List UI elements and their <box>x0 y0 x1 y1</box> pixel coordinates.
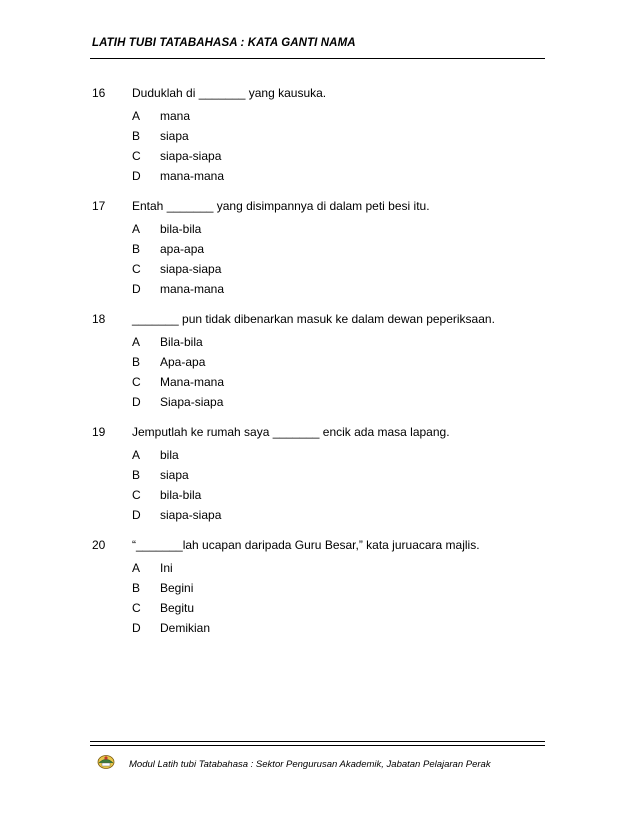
option-d <box>92 169 552 183</box>
option-letter: C <box>132 262 141 276</box>
option-letter: C <box>132 488 141 502</box>
option-text: siapa-siapa <box>160 508 222 522</box>
question-number: 19 <box>92 425 106 439</box>
option-d <box>92 282 552 296</box>
options-list <box>92 335 552 409</box>
option-letter: B <box>132 242 141 256</box>
page-header-title: LATIH TUBI TATABAHASA : KATA GANTI NAMA <box>92 37 356 49</box>
header-divider <box>90 58 545 59</box>
option-a <box>92 561 552 575</box>
option-letter: D <box>132 282 141 296</box>
option-letter: D <box>132 169 141 183</box>
option-b <box>92 355 552 369</box>
question-number: 18 <box>92 312 106 326</box>
option-text: Apa-apa <box>160 355 206 369</box>
option-a <box>92 222 552 236</box>
option-letter: C <box>132 149 141 163</box>
option-b <box>92 129 552 143</box>
question-text: Jemputlah ke rumah saya _______ encik ada masa lapang. <box>132 425 450 439</box>
option-letter: C <box>132 601 141 615</box>
option-text: siapa <box>160 468 189 482</box>
option-a <box>92 335 552 349</box>
option-d <box>92 621 552 635</box>
option-letter: D <box>132 508 141 522</box>
option-text: bila-bila <box>160 488 202 502</box>
option-letter: D <box>132 395 141 409</box>
option-text: bila-bila <box>160 222 202 236</box>
question-number: 20 <box>92 538 106 552</box>
option-text: Siapa-siapa <box>160 395 224 409</box>
question-20 <box>92 538 552 635</box>
option-text: Demikian <box>160 621 211 635</box>
option-a <box>92 448 552 462</box>
question-text: “_______lah ucapan daripada Guru Besar,” kata juruacara majlis. <box>132 538 480 552</box>
footer-text: Modul Latih tubi Tatabahasa : Sektor Pengurusan Akademik, Jabatan Pelajaran Perak <box>129 759 491 770</box>
option-text: Ini <box>160 561 173 575</box>
question-number: 16 <box>92 86 106 100</box>
question-number: 17 <box>92 199 106 213</box>
question-18 <box>92 312 552 409</box>
options-list <box>92 109 552 183</box>
options-list <box>92 448 552 522</box>
question-text: Entah _______ yang disimpannya di dalam peti besi itu. <box>132 199 430 213</box>
question-text: _______ pun tidak dibenarkan masuk ke dalam dewan peperiksaan. <box>132 312 495 326</box>
option-text: mana <box>160 109 191 123</box>
options-list <box>92 561 552 635</box>
question-19 <box>92 425 552 522</box>
option-text: siapa <box>160 129 189 143</box>
option-letter: B <box>132 355 141 369</box>
options-list <box>92 222 552 296</box>
option-letter: A <box>132 561 141 575</box>
option-letter: B <box>132 468 141 482</box>
option-c <box>92 488 552 502</box>
option-c <box>92 262 552 276</box>
footer-divider-thin <box>90 745 545 746</box>
option-b <box>92 468 552 482</box>
option-text: apa-apa <box>160 242 205 256</box>
option-c <box>92 375 552 389</box>
option-letter: A <box>132 448 141 462</box>
question-17 <box>92 199 552 296</box>
option-text: bila <box>160 448 179 462</box>
option-b <box>92 581 552 595</box>
option-c <box>92 601 552 615</box>
question-text: Duduklah di _______ yang kausuka. <box>132 86 327 100</box>
option-text: mana-mana <box>160 169 225 183</box>
option-letter: D <box>132 621 141 635</box>
option-text: Begini <box>160 581 194 595</box>
option-text: Mana-mana <box>160 375 225 389</box>
option-text: siapa-siapa <box>160 149 222 163</box>
perak-crest-icon <box>96 752 116 770</box>
option-letter: C <box>132 375 141 389</box>
option-b <box>92 242 552 256</box>
option-text: mana-mana <box>160 282 225 296</box>
option-letter: A <box>132 222 141 236</box>
option-d <box>92 508 552 522</box>
footer-divider-thick <box>90 741 545 742</box>
option-c <box>92 149 552 163</box>
option-letter: B <box>132 581 141 595</box>
question-16 <box>92 86 552 183</box>
question-list <box>92 86 552 651</box>
option-text: siapa-siapa <box>160 262 222 276</box>
option-letter: A <box>132 335 141 349</box>
option-a <box>92 109 552 123</box>
option-text: Begitu <box>160 601 195 615</box>
option-letter: B <box>132 129 141 143</box>
option-text: Bila-bila <box>160 335 203 349</box>
option-d <box>92 395 552 409</box>
option-letter: A <box>132 109 141 123</box>
